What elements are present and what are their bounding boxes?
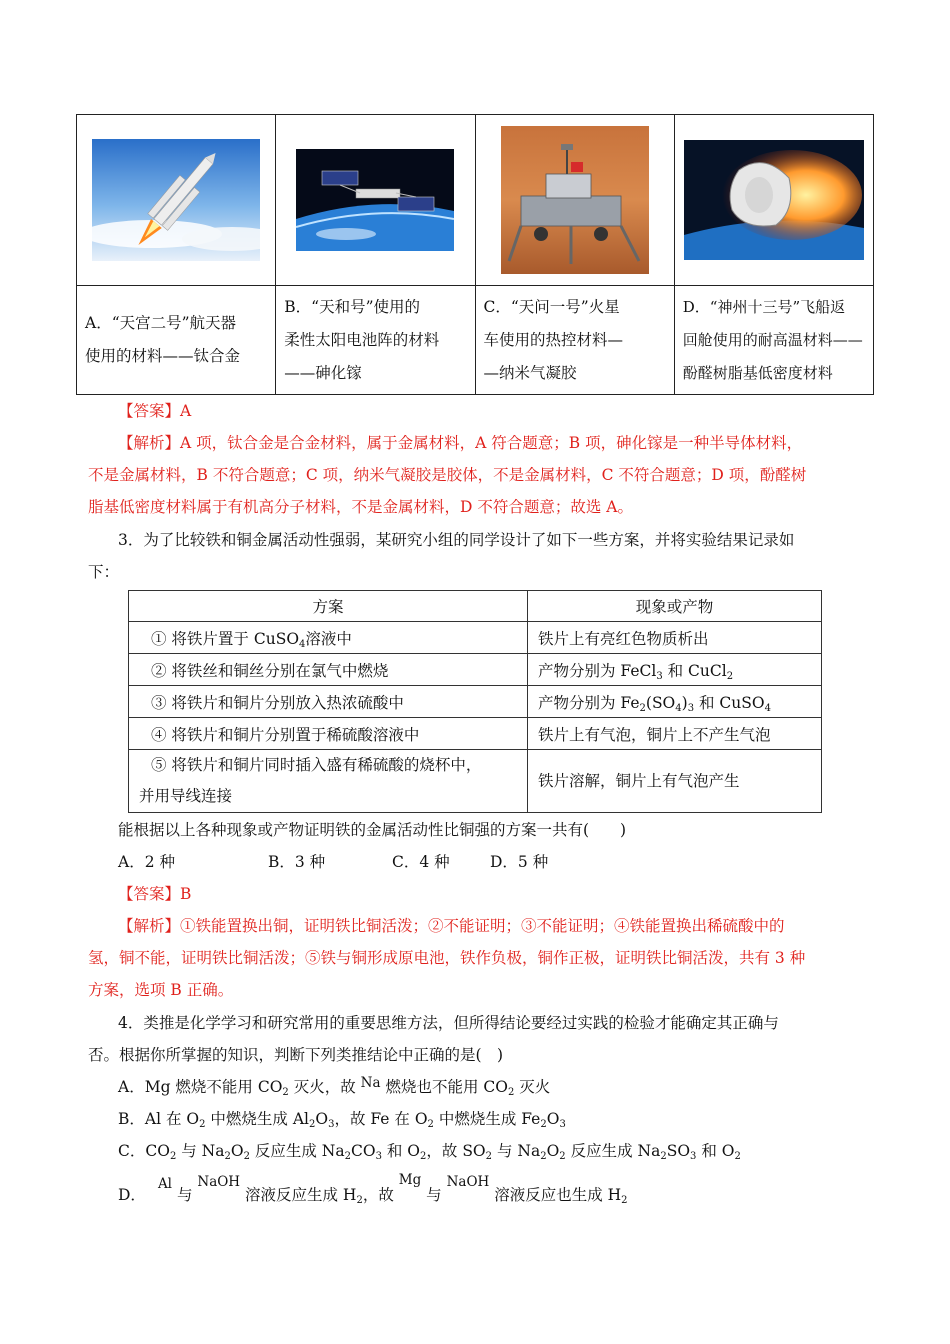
answer-value: B — [180, 885, 192, 903]
space-station-icon — [296, 149, 454, 251]
q2-option-d — [674, 286, 873, 395]
q3-analysis-line3: 方案，选项 B 正确。 — [88, 981, 234, 999]
q3-experiment-table — [128, 590, 822, 813]
scheme-cell-line1: ⑤ 将铁片和铜片同时插入盛有稀硫酸的烧杯中， — [151, 756, 482, 774]
q2-option-a — [77, 286, 276, 395]
q2-option-a-line1: A．“天宫二号”航天器 — [85, 314, 237, 332]
result-cell: 产物分别为 $Fe_2(SO_4)_3$ 和 CuSO$_4$ — [528, 686, 822, 718]
q2-option-d-line2: 回舱使用的耐高温材料—— — [682, 330, 863, 349]
result-cell: 铁片上有气泡，铜片上不产生气泡 — [528, 718, 822, 750]
q3-analysis-line2: 氢，铜不能，证明铁比铜活泼；⑤铁与铜形成原电池，铁作负极，铜作正极，证明铁比铜活泼，共有 3 种 — [88, 949, 806, 967]
table-header-result: 现象或产物 — [528, 591, 822, 622]
q2-option-c — [475, 286, 674, 395]
q2-option-d-line1: D．“神州十三号”飞船返 — [682, 297, 846, 316]
scheme-cell-line2: 并用导线连接 — [139, 787, 233, 805]
choice-d: D．5 种 — [490, 853, 549, 871]
answer-tag: 【答案】 — [118, 402, 181, 420]
scheme-cell: ① 将铁片置于 CuSO$_4$溶液中 — [129, 622, 528, 654]
analysis-tag: 【解析】 — [118, 434, 181, 452]
q3-answer — [118, 882, 191, 904]
q3-stem-line2: 下： — [88, 563, 120, 581]
q4-stem-line1: 4．类推是化学学习和研究常用的重要思维方法，但所得结论要经过实践的检验才能确定其正确与 — [118, 1014, 779, 1032]
q2-option-c-line1: C．“天问一号”火星 — [483, 297, 620, 316]
q2-analysis-line3: 脂基低密度材料属于有机高分子材料，不是金属材料，D 不符合题意；故选 A。 — [88, 498, 633, 516]
answer-tag: 【答案】 — [118, 885, 181, 903]
result-cell: 产物分别为 FeCl$_3$ 和 CuCl$_2$ — [528, 654, 822, 686]
q2-answer — [118, 399, 191, 421]
q2-option-b-line1: B．“天和号”使用的 — [284, 297, 420, 316]
q2-image-cell-d — [674, 115, 873, 286]
choice-a: A．2 种 — [118, 853, 175, 871]
q2-option-b-line2: 柔性太阳电池阵的材料 — [284, 330, 440, 349]
result-cell: 铁片上有亮红色物质析出 — [528, 622, 822, 654]
q4-choice-b: B．Al 在 $O_2$ 中燃烧生成 $Al_2O_3$，故 Fe 在 $O_2$ 中燃烧生成 $Fe_2O_3$ — [118, 1110, 566, 1130]
q2-option-b-line3: ——砷化镓 — [284, 363, 362, 382]
scheme-cell: ② 将铁丝和铜丝分别在氯气中燃烧 — [129, 654, 528, 686]
table-row — [129, 686, 822, 718]
q2-option-b — [276, 286, 475, 395]
q2-image-cell-a — [77, 115, 276, 286]
mars-rover-icon — [501, 126, 649, 274]
reentry-capsule-icon — [684, 140, 864, 260]
analysis-text: ①铁能置换出铜，证明铁比铜活泼；②不能证明；③不能证明；④铁能置换出稀硫酸中的 — [180, 917, 785, 935]
q4-choice-d: D．Al 与 NaOH 溶液反应生成 $H_2$，故 Mg 与 NaOH 溶液反应也生成 $H_2$ — [118, 1172, 628, 1206]
q4-stem-line2: 否。根据你所掌握的知识，判断下列类推结论中正确的是( ) — [88, 1046, 504, 1064]
scheme-cell: ③ 将铁片和铜片分别放入热浓硫酸中 — [129, 686, 528, 718]
q2-analysis-line2: 不是金属材料，B 不符合题意；C 项，纳米气凝胶是胶体，不是金属材料，C 不符合题意；D 项，酚醛树 — [88, 466, 807, 484]
analysis-text: A 项，钛合金是合金材料，属于金属材料，A 符合题意；B 项，砷化镓是一种半导体材料， — [180, 434, 803, 452]
scheme-cell: ④ 将铁片和铜片分别置于稀硫酸溶液中 — [129, 718, 528, 750]
q3-choices — [118, 850, 548, 872]
q4-choice-a: A．Mg 燃烧不能用 $CO_2$ 灭火，故 Na 燃烧也不能用 $CO_2$ 灭火 — [118, 1075, 551, 1098]
scheme-cell — [129, 750, 528, 813]
table-row — [129, 718, 822, 750]
answer-value: A — [180, 402, 192, 420]
q2-image-cell-c — [475, 115, 674, 286]
result-cell: 铁片溶解，铜片上有气泡产生 — [528, 750, 822, 813]
q2-option-c-line3: —纳米气凝胶 — [483, 363, 577, 382]
q3-analysis-line1 — [118, 914, 785, 936]
q4-choice-c: C．$CO_2$ 与 $Na_2O_2$ 反应生成 $Na_2CO_3$ 和 $O_2$，故 $SO_2$ 与 $Na_2O_2$ 反应生成 $Na_2SO_3$ 和 $O_2$ — [118, 1142, 741, 1162]
analysis-tag: 【解析】 — [118, 917, 181, 935]
q2-option-a-line2: 使用的材料——钛合金 — [85, 347, 241, 365]
table-row — [129, 750, 822, 813]
table-row — [129, 622, 822, 654]
table-row — [129, 654, 822, 686]
q3-stem-line1: 3．为了比较铁和铜金属活动性强弱，某研究小组的同学设计了如下一些方案，并将实验结果记录如 — [118, 531, 795, 549]
q2-analysis-line1 — [118, 431, 802, 453]
q2-option-d-line3: 酚醛树脂基低密度材料 — [682, 363, 833, 382]
q2-option-c-line2: 车使用的热控材料— — [483, 330, 624, 349]
rocket-launch-icon — [92, 139, 260, 261]
q3-question: 能根据以上各种现象或产物证明铁的金属活动性比铜强的方案一共有( ) — [118, 821, 627, 839]
table-header-scheme: 方案 — [129, 591, 528, 622]
choice-c: C．4 种 — [392, 853, 450, 871]
q2-image-cell-b — [276, 115, 475, 286]
q2-option-table — [76, 114, 874, 395]
choice-b: B．3 种 — [268, 853, 326, 871]
